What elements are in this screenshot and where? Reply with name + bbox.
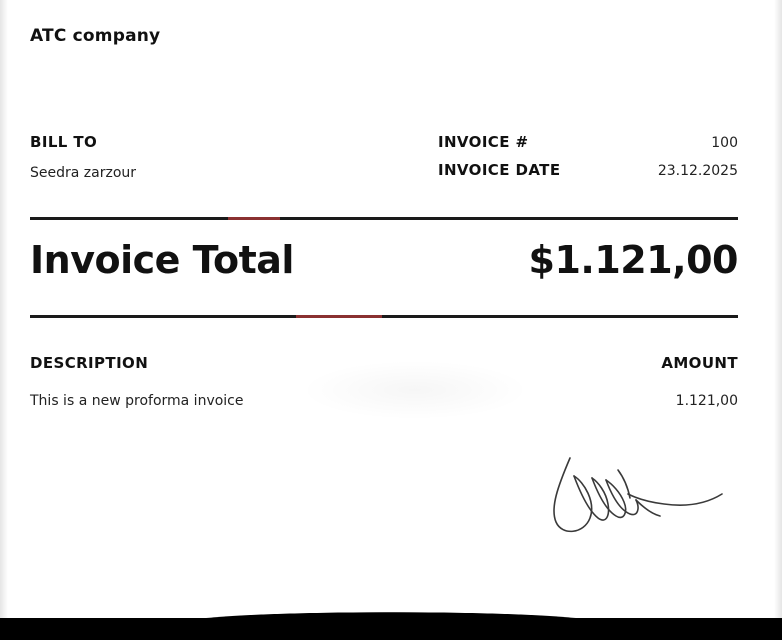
signature-icon xyxy=(540,448,740,558)
line-items-table xyxy=(30,354,738,419)
line-item-amount: 1.121,00 xyxy=(675,393,738,409)
invoice-number-label: INVOICE # xyxy=(438,133,529,151)
bill-to-name: Seedra zarzour xyxy=(30,165,137,181)
divider-bottom xyxy=(30,315,738,318)
column-header-description: DESCRIPTION xyxy=(30,354,149,372)
scanner-background-band xyxy=(0,618,782,640)
divider-top xyxy=(30,217,738,220)
invoice-total-amount: $1.121,00 xyxy=(528,238,738,282)
invoice-total-row xyxy=(30,238,738,294)
signature-image xyxy=(540,448,740,558)
table-header xyxy=(30,354,738,382)
invoice-date-label: INVOICE DATE xyxy=(438,161,561,179)
invoice-total-label: Invoice Total xyxy=(30,238,294,282)
table-row xyxy=(30,393,738,419)
invoice-number-value: 100 xyxy=(711,135,738,151)
invoice-date-value: 23.12.2025 xyxy=(657,163,738,179)
company-name: ATC company xyxy=(30,26,161,46)
invoice-meta-block xyxy=(30,133,738,195)
line-item-description: This is a new proforma invoice xyxy=(30,393,244,409)
column-header-amount: AMOUNT xyxy=(661,354,738,372)
bill-to-label: BILL TO xyxy=(30,133,98,151)
